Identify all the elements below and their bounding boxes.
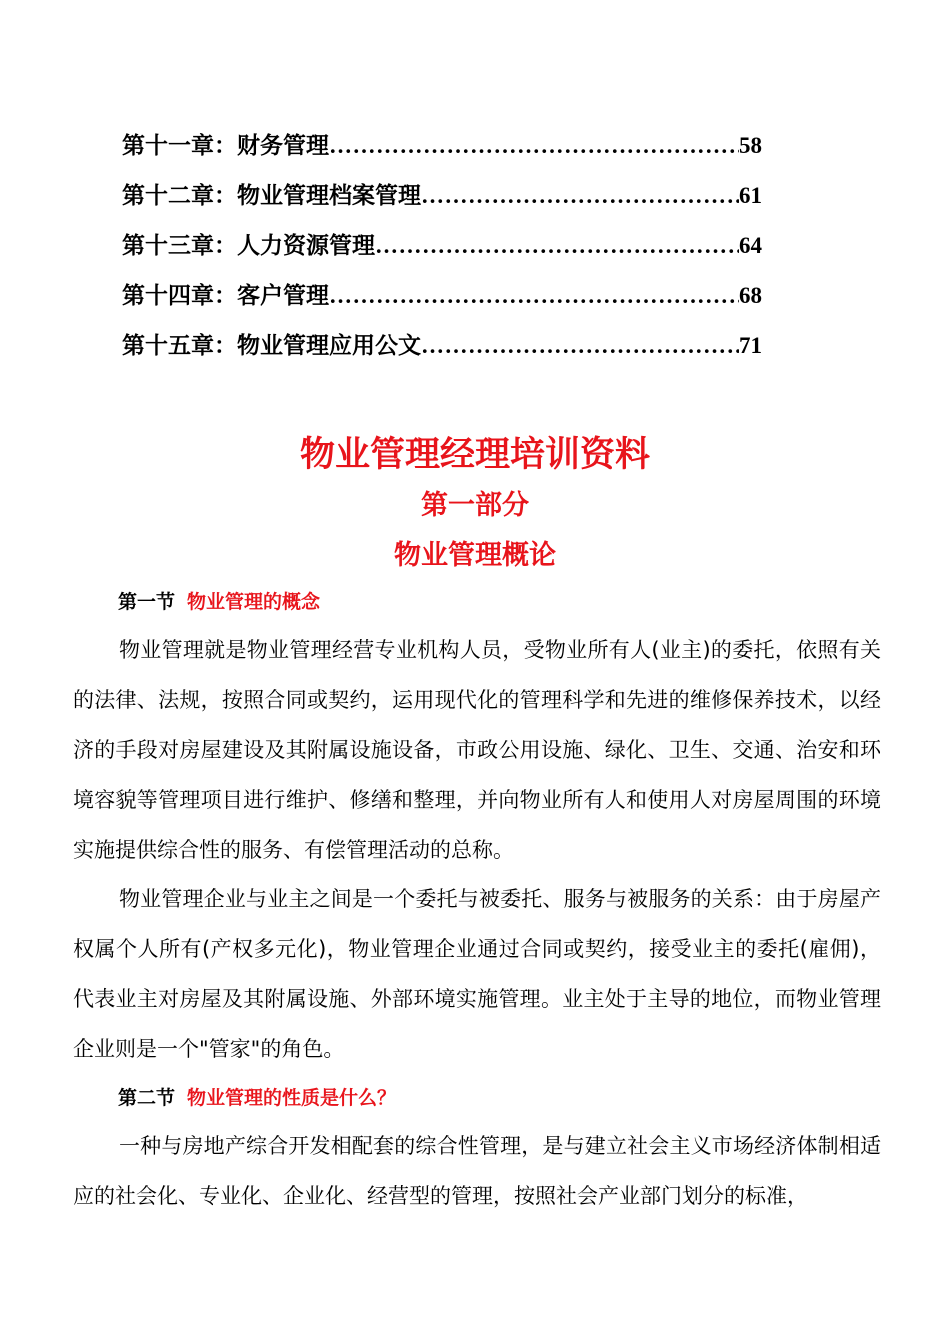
body-paragraph: 一种与房地产综合开发相配套的综合性管理，是与建立社会主义市场经济体制相适应的社会化、专业化、企业化、经营型的管理，按照社会产业部门划分的标准， — [73, 1134, 881, 1208]
toc-entry-page: 61 — [739, 183, 762, 208]
body-paragraph: 物业管理就是物业管理经营专业机构人员，受物业所有人(业主)的委托，依照有关的法律、法规，按照合同或契约，运用现代化的管理科学和先进的维修保养技术，以经济的手段对房屋建设及其附属设施设备，市政公用设施、绿化、卫生、交通、治安和环境容貌等管理项目进行维护、修缮和整理，并向物业所有人和使用人对房屋周围的环境实施提供综合性的服务、有偿管理活动的总称。 — [73, 638, 881, 862]
document-title: 物业管理经理培训资料 — [299, 435, 650, 475]
toc-entry — [122, 127, 762, 177]
toc-entry-label: 第十一章：财务管理 — [122, 133, 329, 159]
section-number: 第一节 — [118, 591, 176, 613]
toc-leader-dots — [421, 183, 739, 209]
toc-entry-label: 第十二章：物业管理档案管理 — [122, 183, 421, 209]
toc-entry-page: 64 — [739, 233, 762, 258]
toc-entry-page: 58 — [739, 133, 762, 158]
section-number: 第二节 — [118, 1087, 176, 1109]
section-title: 物业管理的概念 — [187, 591, 321, 613]
toc-entry-label: 第十四章：客户管理 — [122, 283, 329, 309]
part-name-heading: 物业管理概论 — [394, 540, 556, 571]
toc-entry — [122, 177, 762, 227]
toc-leader-dots — [421, 333, 739, 359]
section-heading — [118, 1083, 396, 1110]
toc-entry-page: 71 — [739, 333, 762, 358]
toc-entry-label: 第十三章：人力资源管理 — [122, 233, 375, 259]
toc-entry — [122, 227, 762, 277]
section-heading — [118, 587, 320, 614]
toc-leader-dots — [375, 233, 739, 259]
toc-entry-label: 第十五章：物业管理应用公文 — [122, 333, 421, 359]
section-title: 物业管理的性质是什么？ — [187, 1087, 397, 1109]
toc-leader-dots — [329, 133, 739, 159]
table-of-contents — [122, 127, 762, 377]
toc-leader-dots — [329, 283, 739, 309]
toc-entry — [122, 327, 762, 377]
body-paragraph: 物业管理企业与业主之间是一个委托与被委托、服务与被服务的关系：由于房屋产权属个人所有(产权多元化)，物业管理企业通过合同或契约，接受业主的委托(雇佣)，代表业主对房屋及其附属设施、外部环境实施管理。业主处于主导的地位，而物业管理企业则是一个"管家"的角色。 — [73, 887, 881, 1061]
part-heading: 第一部分 — [421, 490, 529, 521]
toc-entry-page: 68 — [739, 283, 762, 308]
toc-entry — [122, 277, 762, 327]
